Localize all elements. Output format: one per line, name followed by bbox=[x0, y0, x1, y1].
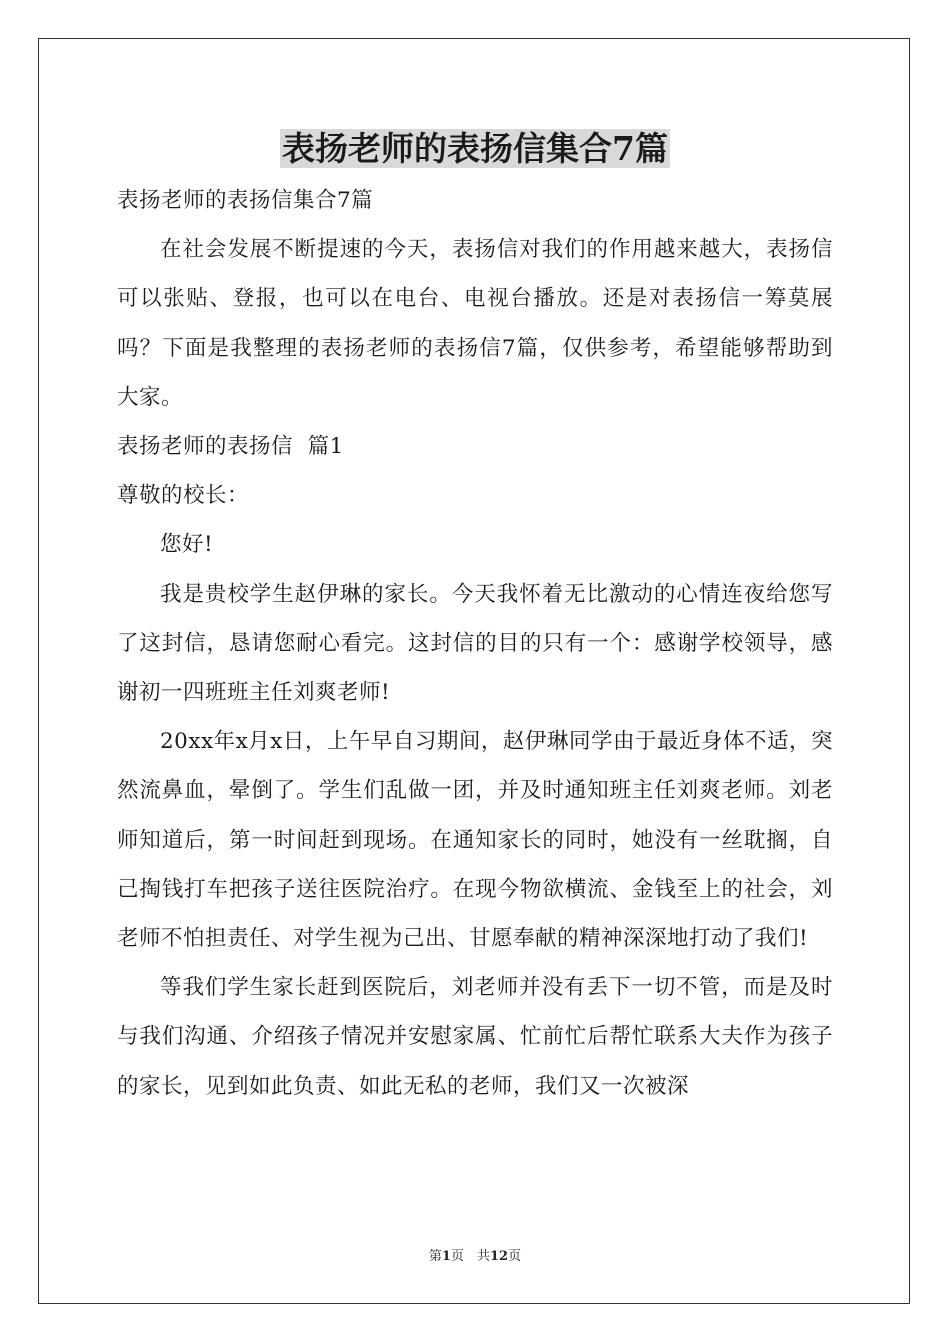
footer-page-total: 12 bbox=[489, 1249, 509, 1264]
footer-page-prefix: 第 bbox=[428, 1249, 442, 1264]
footer-page-mid: 页 共 bbox=[450, 1249, 490, 1264]
footer-page-suffix: 页 bbox=[508, 1249, 522, 1264]
document-subtitle: 表扬老师的表扬信集合7篇 bbox=[117, 188, 374, 213]
salutation: 尊敬的校长： bbox=[117, 483, 250, 509]
document-title-text: 表扬老师的表扬信集合7篇 bbox=[282, 129, 668, 168]
section-heading: 表扬老师的表扬信 篇1 bbox=[117, 434, 344, 460]
body-paragraph: 我是贵校学生赵伊琳的家长。今天我怀着无比激动的心情连夜给您写了这封信，恳请您耐心看完。这封信的目的只有一个：感谢学校领导，感谢初一四班班主任刘爽老师! bbox=[117, 581, 833, 706]
page-footer bbox=[0, 1248, 950, 1266]
body-paragraph: 等我们学生家长赶到医院后，刘老师并没有丢下一切不管，而是及时与我们沟通、介绍孩子情况并安慰家属、忙前忙后帮忙联系大夫作为孩子的家长，见到如此负责、如此无私的老师，我们又一次被深 bbox=[117, 975, 833, 1099]
document-title bbox=[0, 126, 950, 172]
greeting: 您好! bbox=[160, 532, 214, 558]
footer-page-current: 1 bbox=[441, 1249, 451, 1264]
intro-paragraph: 在社会发展不断提速的今天，表扬信对我们的作用越来越大，表扬信可以张贴、登报，也可以在电台、电视台播放。还是对表扬信一筹莫展吗？下面是我整理的表扬老师的表扬信7篇，仅供参考，希望能够帮助到大家。 bbox=[117, 237, 833, 410]
body-paragraph: 20xx年x月x日，上午早自习期间，赵伊琳同学由于最近身体不适，突然流鼻血，晕倒了。学生们乱做一团，并及时通知班主任刘爽老师。刘老师知道后，第一时间赶到现场。在通知家长的同时，她没有一丝耽搁，自己掏钱打车把孩子送往医院治疗。在现今物欲横流、金钱至上的社会，刘老师不怕担责任、对学生视为己出、甘愿奉献的精神深深地打动了我们! bbox=[117, 729, 833, 952]
document-body bbox=[117, 176, 833, 1111]
